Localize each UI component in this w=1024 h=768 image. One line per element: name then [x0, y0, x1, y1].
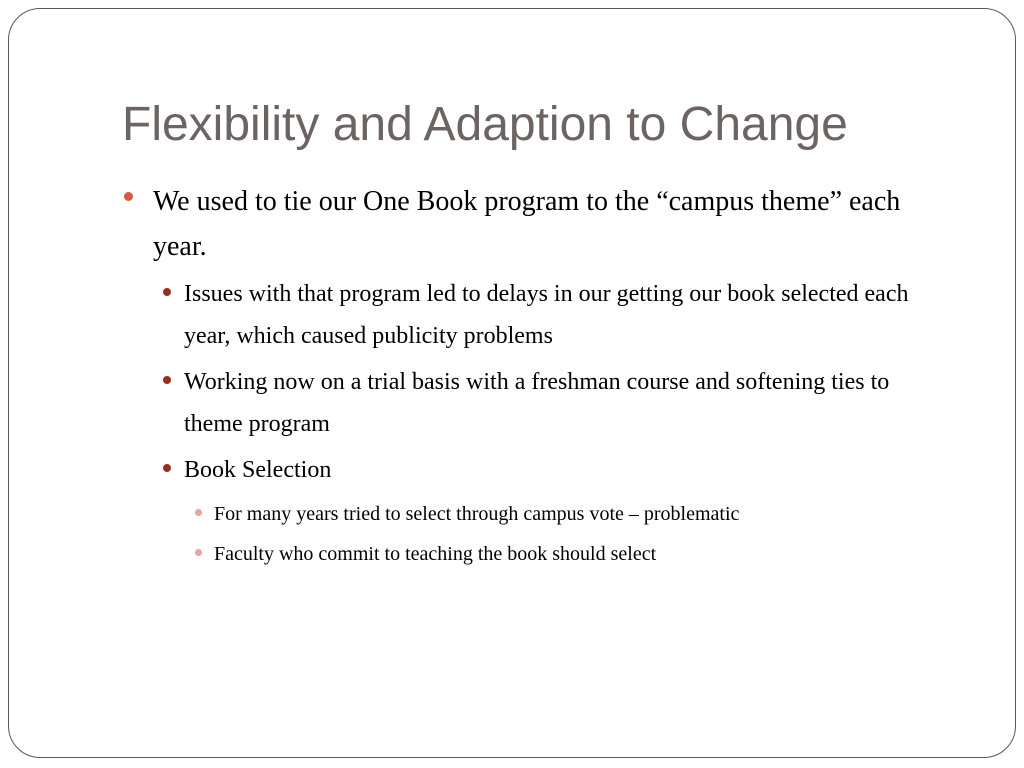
bullet-item	[194, 537, 952, 571]
slide-frame	[8, 8, 1016, 758]
bullet-dot-icon	[163, 376, 171, 384]
bullet-item	[194, 497, 952, 531]
bullet-item	[162, 273, 952, 357]
bullet-item	[162, 449, 952, 491]
bullet-text: For many years tried to select through campus vote – problematic	[214, 503, 740, 525]
bullet-text: Issues with that program led to delays in our getting our book selected each year, which caused publicity problems	[184, 281, 909, 349]
bullet-item	[122, 179, 952, 269]
bullet-item	[162, 361, 952, 445]
bullet-dot-icon	[195, 549, 202, 556]
bullet-list	[122, 179, 952, 571]
bullet-dot-icon	[124, 192, 133, 201]
bullet-dot-icon	[195, 509, 202, 516]
bullet-text: Faculty who commit to teaching the book should select	[214, 543, 657, 565]
bullet-text: Book Selection	[184, 457, 332, 483]
bullet-dot-icon	[163, 464, 171, 472]
bullet-dot-icon	[163, 288, 171, 296]
bullet-text: We used to tie our One Book program to the “campus theme” each year.	[153, 186, 901, 262]
slide-title: Flexibility and Adaption to Change	[122, 98, 848, 151]
bullet-text: Working now on a trial basis with a freshman course and softening ties to theme program	[184, 369, 890, 437]
